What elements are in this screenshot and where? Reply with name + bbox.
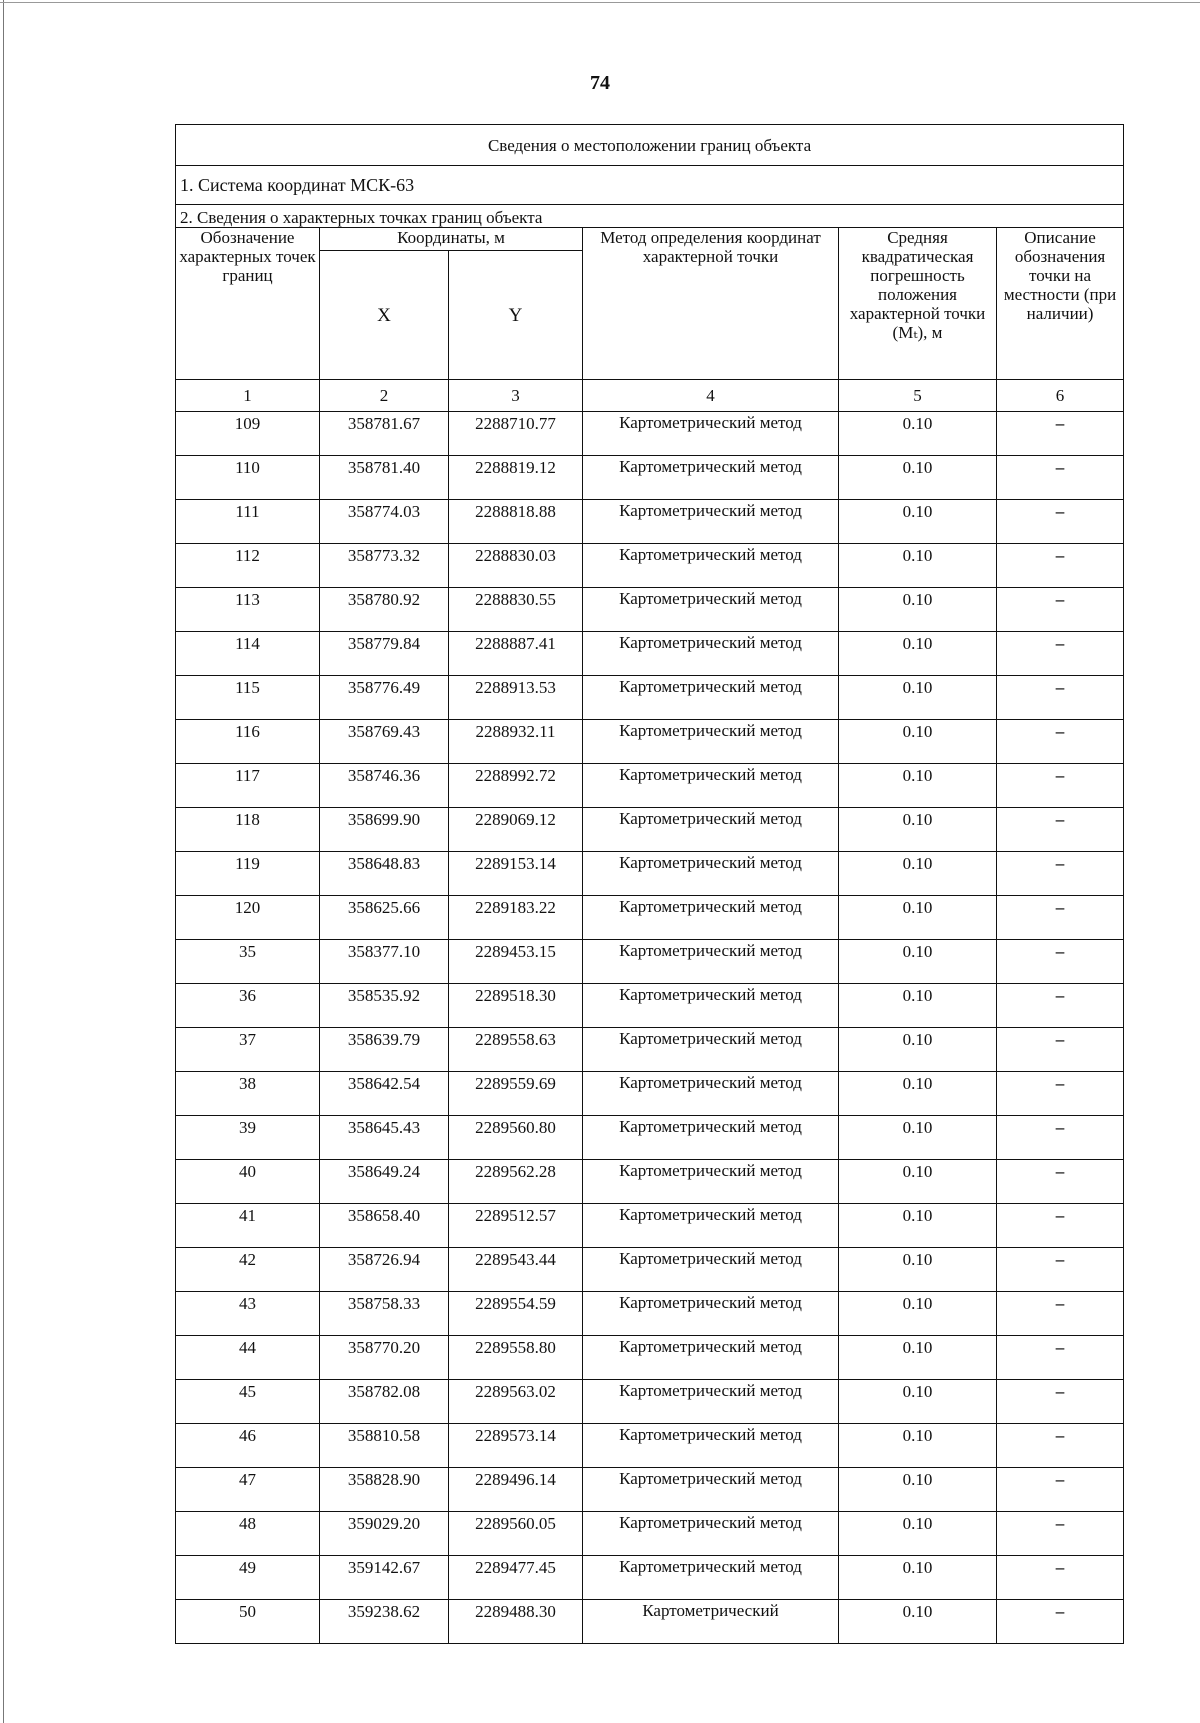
- description-cell: –: [997, 1028, 1124, 1072]
- table-row: [176, 412, 1124, 456]
- description-cell: –: [997, 1204, 1124, 1248]
- error-cell: 0.10: [839, 1336, 997, 1380]
- table-row: [176, 1160, 1124, 1204]
- point-cell: 35: [176, 940, 320, 984]
- error-cell: 0.10: [839, 1380, 997, 1424]
- error-cell: 0.10: [839, 1160, 997, 1204]
- point-cell: 36: [176, 984, 320, 1028]
- table-row: [176, 1072, 1124, 1116]
- description-cell: –: [997, 1600, 1124, 1644]
- description-cell: –: [997, 412, 1124, 456]
- y-coordinate-cell: 2289477.45: [449, 1556, 583, 1600]
- table-row: [176, 764, 1124, 808]
- table-row: [176, 1204, 1124, 1248]
- point-cell: 38: [176, 1072, 320, 1116]
- description-cell: –: [997, 456, 1124, 500]
- method-cell: Картометрический метод: [583, 456, 839, 500]
- column-number-6: 6: [997, 380, 1124, 412]
- page-number: 74: [590, 72, 610, 94]
- header-x: X: [320, 251, 449, 380]
- y-coordinate-cell: 2289554.59: [449, 1292, 583, 1336]
- x-coordinate-cell: 358758.33: [320, 1292, 449, 1336]
- error-cell: 0.10: [839, 632, 997, 676]
- error-cell: 0.10: [839, 1468, 997, 1512]
- point-cell: 110: [176, 456, 320, 500]
- method-cell: Картометрический метод: [583, 588, 839, 632]
- x-coordinate-cell: 358639.79: [320, 1028, 449, 1072]
- table-row: [176, 1556, 1124, 1600]
- error-cell: 0.10: [839, 544, 997, 588]
- x-coordinate-cell: 358645.43: [320, 1116, 449, 1160]
- method-cell: Картометрический метод: [583, 808, 839, 852]
- description-cell: –: [997, 1512, 1124, 1556]
- table-row: [176, 588, 1124, 632]
- method-cell: Картометрический метод: [583, 764, 839, 808]
- y-coordinate-cell: 2288932.11: [449, 720, 583, 764]
- point-cell: 42: [176, 1248, 320, 1292]
- error-cell: 0.10: [839, 940, 997, 984]
- error-cell: 0.10: [839, 1204, 997, 1248]
- description-cell: –: [997, 588, 1124, 632]
- x-coordinate-cell: 358658.40: [320, 1204, 449, 1248]
- table-row: [176, 720, 1124, 764]
- y-coordinate-cell: 2289496.14: [449, 1468, 583, 1512]
- description-cell: –: [997, 1424, 1124, 1468]
- description-cell: –: [997, 1116, 1124, 1160]
- error-cell: 0.10: [839, 1424, 997, 1468]
- y-coordinate-cell: 2289453.15: [449, 940, 583, 984]
- error-cell: 0.10: [839, 676, 997, 720]
- table-row: [176, 1248, 1124, 1292]
- x-coordinate-cell: 358642.54: [320, 1072, 449, 1116]
- y-coordinate-cell: 2289562.28: [449, 1160, 583, 1204]
- point-cell: 115: [176, 676, 320, 720]
- column-number-2: 2: [320, 380, 449, 412]
- error-cell: 0.10: [839, 1600, 997, 1644]
- x-coordinate-cell: 358649.24: [320, 1160, 449, 1204]
- boundary-points-table: [175, 124, 1124, 1644]
- method-cell: Картометрический метод: [583, 1028, 839, 1072]
- description-cell: –: [997, 808, 1124, 852]
- header-designation: Обозначение характерных точек границ: [176, 228, 320, 380]
- point-cell: 112: [176, 544, 320, 588]
- y-coordinate-cell: 2289069.12: [449, 808, 583, 852]
- point-cell: 109: [176, 412, 320, 456]
- description-cell: –: [997, 1292, 1124, 1336]
- error-cell: 0.10: [839, 984, 997, 1028]
- table-row: [176, 1028, 1124, 1072]
- point-cell: 114: [176, 632, 320, 676]
- y-coordinate-cell: 2289558.63: [449, 1028, 583, 1072]
- y-coordinate-cell: 2289512.57: [449, 1204, 583, 1248]
- description-cell: –: [997, 720, 1124, 764]
- y-coordinate-cell: 2288887.41: [449, 632, 583, 676]
- point-cell: 118: [176, 808, 320, 852]
- method-cell: Картометрический метод: [583, 1424, 839, 1468]
- description-cell: –: [997, 1072, 1124, 1116]
- point-cell: 49: [176, 1556, 320, 1600]
- x-coordinate-cell: 358781.67: [320, 412, 449, 456]
- description-cell: –: [997, 1248, 1124, 1292]
- x-coordinate-cell: 359029.20: [320, 1512, 449, 1556]
- x-coordinate-cell: 359142.67: [320, 1556, 449, 1600]
- y-coordinate-cell: 2288830.55: [449, 588, 583, 632]
- x-coordinate-cell: 358625.66: [320, 896, 449, 940]
- method-cell: Картометрический метод: [583, 1116, 839, 1160]
- error-cell: 0.10: [839, 720, 997, 764]
- x-coordinate-cell: 358782.08: [320, 1380, 449, 1424]
- point-cell: 47: [176, 1468, 320, 1512]
- error-cell: 0.10: [839, 896, 997, 940]
- y-coordinate-cell: 2289573.14: [449, 1424, 583, 1468]
- x-coordinate-cell: 358377.10: [320, 940, 449, 984]
- description-cell: –: [997, 1336, 1124, 1380]
- method-cell: Картометрический метод: [583, 1160, 839, 1204]
- x-coordinate-cell: 358699.90: [320, 808, 449, 852]
- point-cell: 41: [176, 1204, 320, 1248]
- table-title: Сведения о местоположении границ объекта: [176, 125, 1124, 166]
- method-cell: Картометрический метод: [583, 632, 839, 676]
- x-coordinate-cell: 358781.40: [320, 456, 449, 500]
- method-cell: Картометрический метод: [583, 500, 839, 544]
- table-row: [176, 500, 1124, 544]
- method-cell: Картометрический метод: [583, 1072, 839, 1116]
- y-coordinate-cell: 2289563.02: [449, 1380, 583, 1424]
- column-number-1: 1: [176, 380, 320, 412]
- y-coordinate-cell: 2289518.30: [449, 984, 583, 1028]
- point-cell: 50: [176, 1600, 320, 1644]
- description-cell: –: [997, 1556, 1124, 1600]
- error-cell: 0.10: [839, 852, 997, 896]
- y-coordinate-cell: 2288818.88: [449, 500, 583, 544]
- point-cell: 44: [176, 1336, 320, 1380]
- description-cell: –: [997, 852, 1124, 896]
- method-cell: Картометрический метод: [583, 1380, 839, 1424]
- error-cell: 0.10: [839, 764, 997, 808]
- error-cell: 0.10: [839, 1116, 997, 1160]
- point-cell: 111: [176, 500, 320, 544]
- table-row: [176, 1116, 1124, 1160]
- method-cell: Картометрический метод: [583, 1512, 839, 1556]
- y-coordinate-cell: 2288710.77: [449, 412, 583, 456]
- x-coordinate-cell: 358779.84: [320, 632, 449, 676]
- point-cell: 113: [176, 588, 320, 632]
- table-body: [176, 412, 1124, 1644]
- error-cell: 0.10: [839, 1292, 997, 1336]
- table-row: [176, 808, 1124, 852]
- y-coordinate-cell: 2289183.22: [449, 896, 583, 940]
- column-number-4: 4: [583, 380, 839, 412]
- point-cell: 120: [176, 896, 320, 940]
- y-coordinate-cell: 2289543.44: [449, 1248, 583, 1292]
- method-cell: Картометрический метод: [583, 1468, 839, 1512]
- point-cell: 46: [176, 1424, 320, 1468]
- x-coordinate-cell: 358769.43: [320, 720, 449, 764]
- table-row: [176, 1468, 1124, 1512]
- header-method: Метод определения координат характерной точки: [583, 228, 839, 380]
- error-cell: 0.10: [839, 456, 997, 500]
- description-cell: –: [997, 940, 1124, 984]
- table-row: [176, 1292, 1124, 1336]
- x-coordinate-cell: 359238.62: [320, 1600, 449, 1644]
- point-cell: 45: [176, 1380, 320, 1424]
- method-cell: Картометрический метод: [583, 676, 839, 720]
- error-cell: 0.10: [839, 1556, 997, 1600]
- y-coordinate-cell: 2289560.05: [449, 1512, 583, 1556]
- table-row: [176, 632, 1124, 676]
- table-row: [176, 1600, 1124, 1644]
- error-cell: 0.10: [839, 1072, 997, 1116]
- y-coordinate-cell: 2289558.80: [449, 1336, 583, 1380]
- table-row: [176, 1380, 1124, 1424]
- description-cell: –: [997, 544, 1124, 588]
- y-coordinate-cell: 2289560.80: [449, 1116, 583, 1160]
- error-cell: 0.10: [839, 1028, 997, 1072]
- x-coordinate-cell: 358828.90: [320, 1468, 449, 1512]
- table-row: [176, 1336, 1124, 1380]
- scan-edge-left: [3, 0, 4, 1723]
- point-cell: 39: [176, 1116, 320, 1160]
- coordinate-system-label: 1. Система координат МСК-63: [176, 166, 1124, 205]
- error-cell: 0.10: [839, 1512, 997, 1556]
- method-cell: Картометрический метод: [583, 1204, 839, 1248]
- header-description: Описание обозначения точки на местности (при наличии): [997, 228, 1124, 380]
- error-cell: 0.10: [839, 588, 997, 632]
- method-cell: Картометрический метод: [583, 1556, 839, 1600]
- method-cell: Картометрический метод: [583, 940, 839, 984]
- table-row: [176, 896, 1124, 940]
- description-cell: –: [997, 632, 1124, 676]
- point-cell: 119: [176, 852, 320, 896]
- method-cell: Картометрический метод: [583, 720, 839, 764]
- method-cell: Картометрический метод: [583, 984, 839, 1028]
- method-cell: Картометрический метод: [583, 1292, 839, 1336]
- table-row: [176, 456, 1124, 500]
- x-coordinate-cell: 358774.03: [320, 500, 449, 544]
- x-coordinate-cell: 358535.92: [320, 984, 449, 1028]
- error-cell: 0.10: [839, 412, 997, 456]
- error-cell: 0.10: [839, 1248, 997, 1292]
- table-row: [176, 852, 1124, 896]
- table-row: [176, 940, 1124, 984]
- description-cell: –: [997, 764, 1124, 808]
- point-cell: 40: [176, 1160, 320, 1204]
- error-cell: 0.10: [839, 808, 997, 852]
- x-coordinate-cell: 358773.32: [320, 544, 449, 588]
- scan-edge-top: [0, 2, 1200, 3]
- table-row: [176, 544, 1124, 588]
- table-row: [176, 1424, 1124, 1468]
- x-coordinate-cell: 358810.58: [320, 1424, 449, 1468]
- x-coordinate-cell: 358780.92: [320, 588, 449, 632]
- header-y: Y: [449, 251, 583, 380]
- column-number-5: 5: [839, 380, 997, 412]
- y-coordinate-cell: 2289153.14: [449, 852, 583, 896]
- table-row: [176, 1512, 1124, 1556]
- header-error: Средняя квадратическая погрешность положения характерной точки (Mₜ), м: [839, 228, 997, 380]
- method-cell: Картометрический метод: [583, 852, 839, 896]
- point-cell: 43: [176, 1292, 320, 1336]
- y-coordinate-cell: 2289559.69: [449, 1072, 583, 1116]
- y-coordinate-cell: 2289488.30: [449, 1600, 583, 1644]
- error-cell: 0.10: [839, 500, 997, 544]
- table-row: [176, 984, 1124, 1028]
- x-coordinate-cell: 358770.20: [320, 1336, 449, 1380]
- x-coordinate-cell: 358746.36: [320, 764, 449, 808]
- point-cell: 116: [176, 720, 320, 764]
- description-cell: –: [997, 676, 1124, 720]
- description-cell: –: [997, 1160, 1124, 1204]
- y-coordinate-cell: 2288992.72: [449, 764, 583, 808]
- point-cell: 37: [176, 1028, 320, 1072]
- method-cell: Картометрический метод: [583, 1248, 839, 1292]
- header-coordinates: Координаты, м: [320, 228, 583, 251]
- point-cell: 48: [176, 1512, 320, 1556]
- description-cell: –: [997, 984, 1124, 1028]
- x-coordinate-cell: 358648.83: [320, 852, 449, 896]
- point-cell: 117: [176, 764, 320, 808]
- method-cell: Картометрический метод: [583, 544, 839, 588]
- method-cell: Картометрический метод: [583, 1336, 839, 1380]
- x-coordinate-cell: 358776.49: [320, 676, 449, 720]
- description-cell: –: [997, 1468, 1124, 1512]
- method-cell: Картометрический метод: [583, 896, 839, 940]
- y-coordinate-cell: 2288913.53: [449, 676, 583, 720]
- points-section-label: 2. Сведения о характерных точках границ объекта: [176, 205, 1124, 228]
- description-cell: –: [997, 1380, 1124, 1424]
- x-coordinate-cell: 358726.94: [320, 1248, 449, 1292]
- table-row: [176, 676, 1124, 720]
- description-cell: –: [997, 896, 1124, 940]
- method-cell: Картометрический метод: [583, 412, 839, 456]
- y-coordinate-cell: 2288819.12: [449, 456, 583, 500]
- column-number-3: 3: [449, 380, 583, 412]
- method-cell: Картометрический: [583, 1600, 839, 1644]
- y-coordinate-cell: 2288830.03: [449, 544, 583, 588]
- description-cell: –: [997, 500, 1124, 544]
